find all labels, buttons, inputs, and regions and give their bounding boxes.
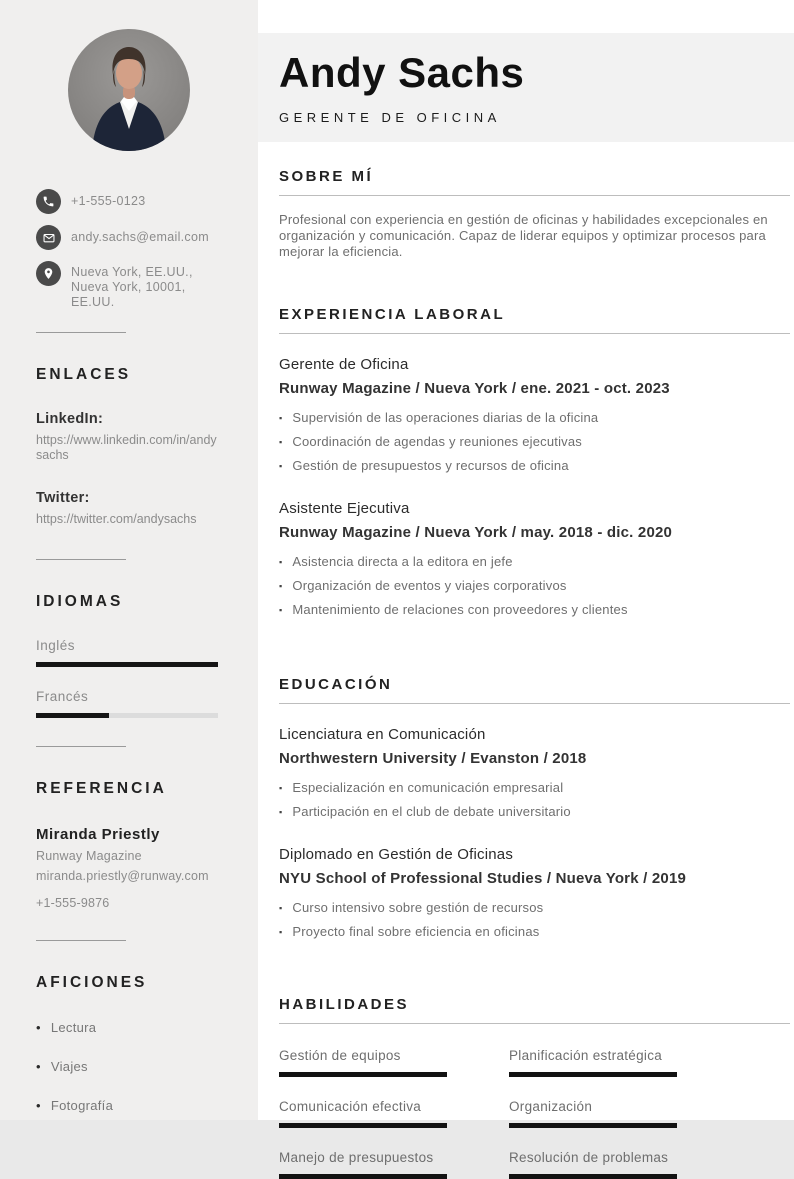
- phone-number: +1-555-0123: [71, 194, 146, 208]
- skill-label: Manejo de presupuestos: [279, 1150, 434, 1165]
- education-heading: EDUCACIÓN: [279, 676, 790, 704]
- address-line: Nueva York, 10001,: [71, 280, 186, 294]
- experience-heading: EXPERIENCIA LABORAL: [279, 306, 790, 334]
- degree-bullet: ▪ Curso intensivo sobre gestión de recursos: [279, 901, 790, 916]
- header: [258, 33, 794, 142]
- degree-meta: NYU School of Professional Studies / Nueva York / 2019: [279, 870, 687, 887]
- link-label: LinkedIn:: [36, 411, 104, 427]
- skill-level-bar: [509, 1174, 677, 1179]
- section-skills: [279, 996, 790, 1179]
- skill-item: [279, 1150, 509, 1179]
- reference-company: Runway Magazine: [36, 849, 142, 863]
- divider: [36, 332, 126, 333]
- language-item: [36, 689, 218, 718]
- job-bullet: ▪ Asistencia directa a la editora en jefe: [279, 555, 790, 570]
- contact-email-row: [36, 225, 222, 250]
- skill-level-bar: [279, 1072, 447, 1077]
- job-bullets: [279, 555, 790, 618]
- language-level-fill: [36, 662, 218, 667]
- skills-heading: HABILIDADES: [279, 996, 790, 1024]
- reference-email: miranda.priestly@runway.com: [36, 869, 209, 883]
- divider: [36, 746, 126, 747]
- skill-level-bar: [279, 1123, 447, 1128]
- top-margin: [258, 0, 794, 33]
- reference-phone: +1-555-9876: [36, 896, 110, 910]
- divider: [36, 940, 126, 941]
- profile-photo: [68, 29, 190, 151]
- skill-item: [279, 1099, 509, 1128]
- language-level-fill: [36, 713, 109, 718]
- hobby-item: • Viajes: [36, 1059, 218, 1074]
- email-address: andy.sachs@email.com: [71, 230, 209, 244]
- twitter-url[interactable]: https://twitter.com/andysachs: [36, 512, 197, 526]
- education-entry: [279, 726, 790, 820]
- skill-level-bar: [509, 1072, 677, 1077]
- degree-bullet: ▪ Especialización en comunicación empresarial: [279, 781, 790, 796]
- skill-label: Planificación estratégica: [509, 1048, 663, 1063]
- sidebar: [0, 0, 258, 1120]
- education-entry: [279, 846, 790, 940]
- address: [71, 261, 193, 310]
- job-headline: GERENTE DE OFICINA: [279, 110, 501, 125]
- link-item-twitter: [36, 490, 222, 527]
- degree-title: Diplomado en Gestión de Oficinas: [279, 846, 514, 863]
- skill-level-bar: [279, 1174, 447, 1179]
- email-icon: [36, 225, 61, 250]
- job-meta: Runway Magazine / Nueva York / may. 2018 - dic. 2020: [279, 524, 673, 541]
- contact-phone-row: [36, 189, 222, 214]
- linkedin-url[interactable]: https://www.linkedin.com/in/andysachs: [36, 433, 217, 462]
- links-heading: ENLACES: [36, 366, 132, 383]
- language-level-bar: [36, 662, 218, 667]
- section-experience: [279, 306, 790, 618]
- link-item-linkedin: [36, 411, 222, 463]
- address-line: Nueva York, EE.UU.,: [71, 265, 193, 279]
- skill-item: [279, 1048, 509, 1077]
- about-heading: SOBRE MÍ: [279, 168, 790, 196]
- job-bullets: [279, 411, 790, 474]
- skill-label: Organización: [509, 1099, 593, 1114]
- contact-section: [36, 189, 222, 310]
- reference-card: [36, 826, 218, 910]
- hobbies-list: [36, 1020, 218, 1113]
- job-bullet: ▪ Gestión de presupuestos y recursos de oficina: [279, 459, 790, 474]
- skill-label: Resolución de problemas: [509, 1150, 669, 1165]
- job-bullet: ▪ Coordinación de agendas y reuniones ejecutivas: [279, 435, 790, 450]
- languages-heading: IDIOMAS: [36, 593, 124, 610]
- skill-item: [509, 1150, 739, 1179]
- job-meta: Runway Magazine / Nueva York / ene. 2021 - oct. 2023: [279, 380, 670, 397]
- language-name: Inglés: [36, 638, 76, 653]
- section-education: [279, 676, 790, 940]
- main-column: [258, 0, 794, 1165]
- language-name: Francés: [36, 689, 89, 704]
- contact-address-row: [36, 261, 222, 310]
- language-level-bar: [36, 713, 218, 718]
- person-name: Andy Sachs: [279, 49, 525, 96]
- experience-entry: [279, 500, 790, 618]
- reference-name: Miranda Priestly: [36, 826, 160, 843]
- skill-item: [509, 1099, 739, 1128]
- reference-heading: REFERENCIA: [36, 780, 167, 797]
- skill-label: Gestión de equipos: [279, 1048, 401, 1063]
- job-bullet: ▪ Mantenimiento de relaciones con proveedores y clientes: [279, 603, 790, 618]
- phone-icon: [36, 189, 61, 214]
- skill-label: Comunicación efectiva: [279, 1099, 422, 1114]
- hobbies-heading: AFICIONES: [36, 974, 148, 991]
- divider: [36, 559, 126, 560]
- language-item: [36, 638, 218, 667]
- location-pin-icon: [36, 261, 61, 286]
- degree-bullet: ▪ Participación en el club de debate universitario: [279, 805, 790, 820]
- experience-entry: [279, 356, 790, 474]
- main-content: [258, 168, 794, 1179]
- job-bullet: ▪ Organización de eventos y viajes corporativos: [279, 579, 790, 594]
- degree-bullets: [279, 901, 790, 940]
- degree-meta: Northwestern University / Evanston / 2018: [279, 750, 587, 767]
- skill-item: [509, 1048, 739, 1077]
- degree-bullets: [279, 781, 790, 820]
- job-title: Gerente de Oficina: [279, 356, 409, 373]
- hobby-item: • Lectura: [36, 1020, 218, 1035]
- hobby-item: • Fotografía: [36, 1098, 218, 1113]
- job-bullet: ▪ Supervisión de las operaciones diarias de la oficina: [279, 411, 790, 426]
- address-line: EE.UU.: [71, 295, 115, 309]
- skill-level-bar: [509, 1123, 677, 1128]
- skills-grid: [279, 1048, 790, 1179]
- link-label: Twitter:: [36, 490, 90, 506]
- about-text: Profesional con experiencia en gestión de oficinas y habilidades excepcionales en organización y comunicación. Capaz de liderar equipos y optimizar procesos para mejorar la eficiencia.: [279, 212, 768, 259]
- degree-title: Licenciatura en Comunicación: [279, 726, 486, 743]
- profile-photo-image: [68, 29, 190, 151]
- degree-bullet: ▪ Proyecto final sobre eficiencia en oficinas: [279, 925, 790, 940]
- section-about: [279, 168, 790, 260]
- job-title: Asistente Ejecutiva: [279, 500, 410, 517]
